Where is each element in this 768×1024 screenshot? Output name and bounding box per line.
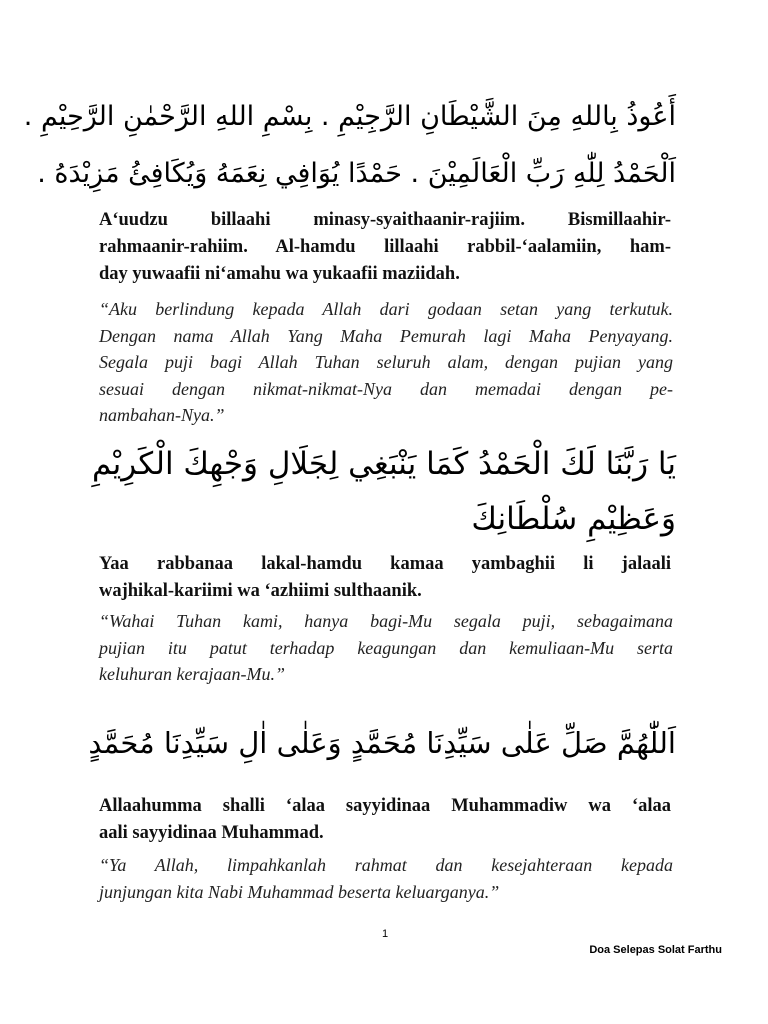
translation-1-line-5: nambahan-Nya.” bbox=[99, 405, 225, 425]
translation-3-line-2: junjungan kita Nabi Muhammad beserta keluarganya.” bbox=[99, 881, 500, 902]
transliteration-1 bbox=[99, 207, 671, 288]
transliteration-1-line-1: A‘uudzu billaahi minasy-syaithaanir-rajiim. Bismillaahir- bbox=[99, 210, 671, 230]
arabic-verse-2-line-1: يَا رَبَّنَا لَكَ الْحَمْدُ كَمَا يَنْبَغِي لِجَلَالِ وَجْهِكَ الْكَرِيْمِ bbox=[92, 446, 676, 482]
transliteration-3-line-1: Allaahumma shalli ‘alaa sayyidinaa Muhammadiw wa ‘alaa bbox=[99, 796, 671, 816]
translation-1-line-3: Segala puji bagi Allah Tuhan seluruh alam, dengan pujian yang bbox=[99, 352, 673, 372]
footer-title: Doa Selepas Solat Farthu bbox=[589, 944, 722, 956]
translation-1 bbox=[99, 296, 673, 429]
transliteration-1-line-3: day yuwaafii ni‘amahu wa yukaafii maziidah. bbox=[99, 264, 460, 284]
translation-1-line-4: sesuai dengan nikmat-nikmat-Nya dan memadai dengan pe- bbox=[99, 378, 673, 399]
translation-1-line-1: “Aku berlindung kepada Allah dari godaan setan yang terkutuk. bbox=[99, 299, 673, 319]
arabic-verse-1-line-1: أَعُوذُ بِاللهِ مِنَ الشَّيْطَانِ الرَّجِيْمِ . بِسْمِ اللهِ الرَّحْمٰنِ الرَّحِيْمِ . bbox=[23, 101, 676, 132]
translation-2 bbox=[99, 608, 673, 688]
transliteration-2 bbox=[99, 551, 671, 605]
translation-2-line-1: “Wahai Tuhan kami, hanya bagi-Mu segala puji, sebagaimana bbox=[99, 611, 673, 631]
translation-3-line-1: “Ya Allah, limpahkanlah rahmat dan kesejahteraan kepada bbox=[99, 855, 673, 875]
transliteration-2-line-2: wajhikal-kariimi wa ‘azhiimi sulthaanik. bbox=[99, 581, 422, 601]
arabic-verse-1-line-2: اَلْحَمْدُ لِلّٰهِ رَبِّ الْعَالَمِيْنَ . حَمْدًا يُوَافِي نِعَمَهُ وَيُكَافِئُ مَزِيْدَهُ . bbox=[37, 158, 676, 189]
translation-3 bbox=[99, 852, 673, 905]
transliteration-2-line-1: Yaa rabbanaa lakal-hamdu kamaa yambaghii li jalaali bbox=[99, 554, 671, 574]
arabic-verse-3-line-1: اَللّٰهُمَّ صَلِّ عَلٰى سَيِّدِنَا مُحَمَّدٍ وَعَلٰى اٰلِ سَيِّدِنَا مُحَمَّدٍ bbox=[88, 726, 676, 760]
page-number: 1 bbox=[381, 928, 389, 940]
translation-2-line-3: keluhuran kerajaan-Mu.” bbox=[99, 664, 285, 684]
arabic-verse-2-line-2: وَعَظِيْمِ سُلْطَانِكَ bbox=[471, 501, 676, 537]
translation-2-line-2: pujian itu patut terhadap keagungan dan kemuliaan-Mu serta bbox=[99, 637, 673, 658]
transliteration-3 bbox=[99, 793, 671, 847]
transliteration-3-line-2: aali sayyidinaa Muhammad. bbox=[99, 823, 324, 843]
translation-1-line-2: Dengan nama Allah Yang Maha Pemurah lagi Maha Penyayang. bbox=[99, 325, 673, 346]
transliteration-1-line-2: rahmaanir-rahiim. Al-hamdu lillaahi rabbil-‘aalamiin, ham- bbox=[99, 237, 671, 257]
